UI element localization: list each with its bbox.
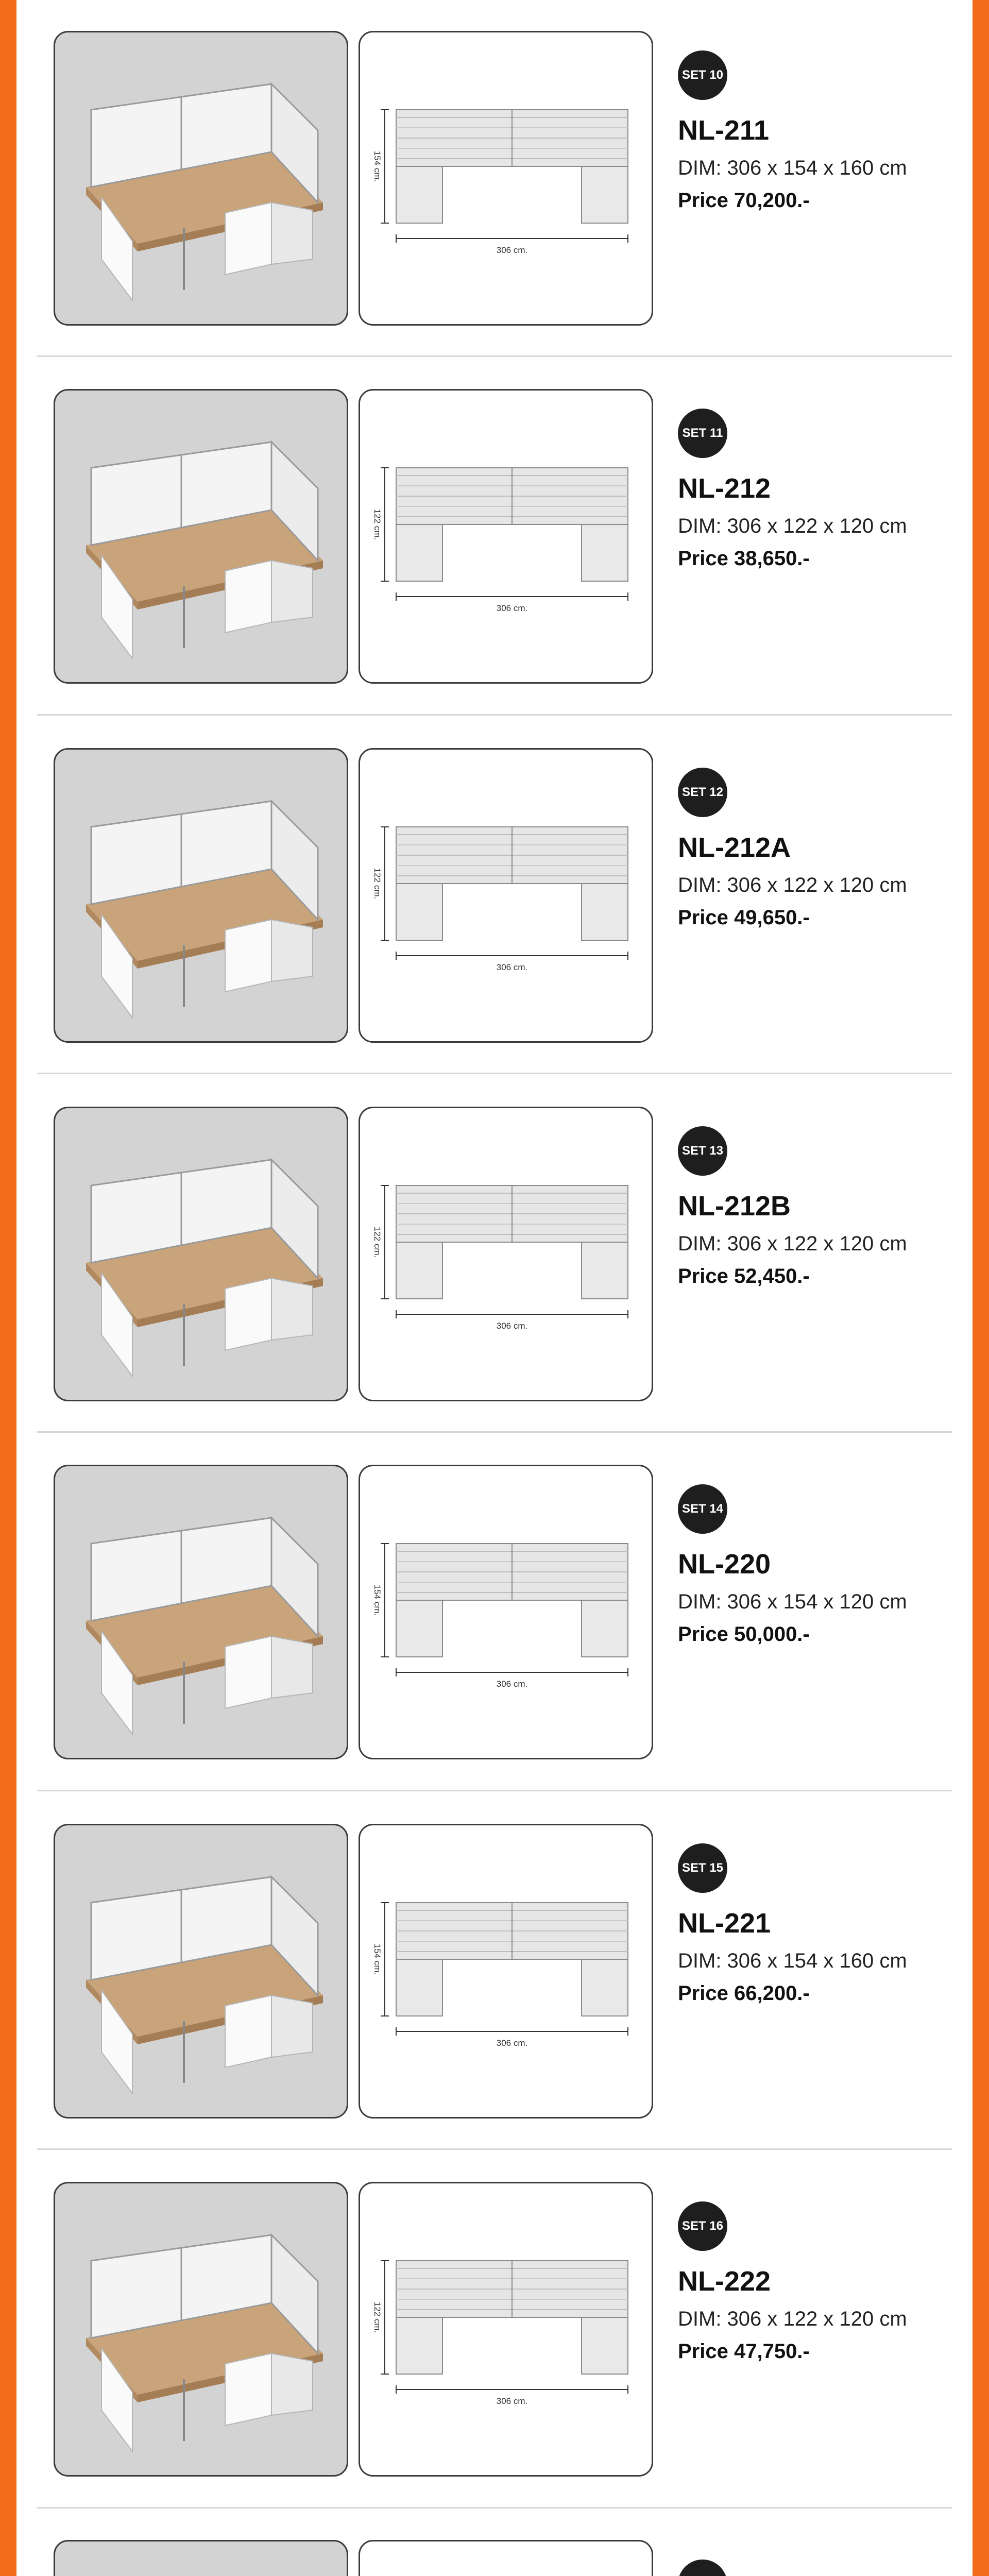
dimension-drawing — [360, 32, 652, 324]
width-dimension-label: 306 cm. — [496, 1679, 528, 1689]
set-badge: SET 12 — [678, 768, 727, 817]
model-name: NL-221 — [678, 1908, 771, 1939]
dimensions-text: DIM: 306 x 154 x 160 cm — [678, 1950, 907, 1972]
workstation-illustration — [55, 750, 347, 1041]
dimension-drawing — [360, 2541, 652, 2576]
product-drawing-panel — [359, 2540, 653, 2576]
product-row — [37, 1465, 952, 1823]
row-divider — [37, 355, 952, 357]
dimensions-text: DIM: 306 x 122 x 120 cm — [678, 1232, 907, 1255]
set-badge: SET 13 — [678, 1126, 727, 1176]
product-info — [678, 409, 966, 570]
product-photo-panel — [54, 748, 348, 1043]
height-dimension-label: 122 cm. — [372, 2301, 382, 2333]
model-name: NL-220 — [678, 1549, 771, 1580]
product-row — [37, 31, 952, 389]
height-dimension-label: 122 cm. — [372, 868, 382, 900]
product-photo-panel — [54, 31, 348, 326]
price-text: Price 52,450.- — [678, 1265, 810, 1287]
dimension-drawing — [360, 1108, 652, 1400]
dimension-drawing — [360, 1466, 652, 1758]
workstation-illustration — [55, 391, 347, 682]
height-dimension-label: 154 cm. — [372, 150, 382, 182]
dimensions-text: DIM: 306 x 122 x 120 cm — [678, 2308, 907, 2330]
product-photo-panel — [54, 2540, 348, 2576]
row-divider — [37, 1431, 952, 1433]
dimensions-text: DIM: 306 x 122 x 120 cm — [678, 515, 907, 537]
height-dimension-label: 154 cm. — [372, 1584, 382, 1616]
width-dimension-label: 306 cm. — [496, 1321, 528, 1331]
product-row — [37, 389, 952, 748]
dimensions-text: DIM: 306 x 154 x 120 cm — [678, 1590, 907, 1613]
row-divider — [37, 714, 952, 716]
model-name: NL-212B — [678, 1191, 791, 1222]
product-info — [678, 1843, 966, 2005]
catalog-sheet — [16, 0, 973, 2576]
product-drawing-panel — [359, 31, 653, 326]
workstation-illustration — [55, 2541, 347, 2576]
product-row — [37, 2540, 952, 2576]
price-text: Price 50,000.- — [678, 1623, 810, 1646]
price-text: Price 66,200.- — [678, 1982, 810, 2005]
dimensions-text: DIM: 306 x 122 x 120 cm — [678, 874, 907, 896]
model-name: NL-211 — [678, 115, 770, 146]
product-drawing-panel — [359, 748, 653, 1043]
workstation-illustration — [55, 1825, 347, 2117]
product-photo-panel — [54, 1465, 348, 1759]
width-dimension-label: 306 cm. — [496, 2396, 528, 2406]
price-text: Price 38,650.- — [678, 547, 810, 570]
dimensions-text: DIM: 306 x 154 x 160 cm — [678, 157, 907, 179]
price-text: Price 47,750.- — [678, 2340, 810, 2363]
model-name: NL-222 — [678, 2266, 771, 2297]
product-row — [37, 748, 952, 1107]
set-badge: SET 10 — [678, 50, 727, 100]
dimension-drawing — [360, 391, 652, 682]
width-dimension-label: 306 cm. — [496, 962, 528, 972]
set-badge: SET 14 — [678, 1484, 727, 1534]
product-photo-panel — [54, 1107, 348, 1401]
product-info — [678, 1126, 966, 1288]
set-badge: SET 16 — [678, 2201, 727, 2251]
workstation-illustration — [55, 1108, 347, 1400]
dimension-drawing — [360, 1825, 652, 2117]
width-dimension-label: 306 cm. — [496, 245, 528, 255]
product-photo-panel — [54, 1824, 348, 2119]
product-info — [678, 2201, 966, 2363]
product-drawing-panel — [359, 2182, 653, 2477]
product-drawing-panel — [359, 1465, 653, 1759]
dimension-drawing — [360, 2183, 652, 2475]
price-text: Price 70,200.- — [678, 189, 810, 212]
height-dimension-label: 122 cm. — [372, 509, 382, 540]
width-dimension-label: 306 cm. — [496, 603, 528, 613]
product-row — [37, 1824, 952, 2182]
product-info — [678, 1484, 966, 1646]
dimension-drawing — [360, 750, 652, 1041]
row-divider — [37, 2507, 952, 2509]
product-drawing-panel — [359, 389, 653, 684]
height-dimension-label: 154 cm. — [372, 1943, 382, 1975]
width-dimension-label: 306 cm. — [496, 2038, 528, 2048]
set-badge: SET 15 — [678, 1843, 727, 1893]
model-name: NL-212A — [678, 832, 791, 863]
product-info — [678, 2560, 966, 2576]
row-divider — [37, 2148, 952, 2150]
product-row — [37, 2182, 952, 2540]
set-badge: SET 11 — [678, 409, 727, 458]
product-info — [678, 768, 966, 929]
model-name: NL-212 — [678, 473, 771, 504]
workstation-illustration — [55, 32, 347, 324]
row-divider — [37, 1790, 952, 1791]
product-row — [37, 1107, 952, 1465]
price-text: Price 49,650.- — [678, 906, 810, 929]
product-drawing-panel — [359, 1824, 653, 2119]
row-divider — [37, 1073, 952, 1074]
height-dimension-label: 122 cm. — [372, 1226, 382, 1258]
workstation-illustration — [55, 1466, 347, 1758]
product-photo-panel — [54, 389, 348, 684]
product-drawing-panel — [359, 1107, 653, 1401]
product-info — [678, 50, 966, 212]
workstation-illustration — [55, 2183, 347, 2475]
product-photo-panel — [54, 2182, 348, 2477]
set-badge — [678, 2560, 727, 2576]
